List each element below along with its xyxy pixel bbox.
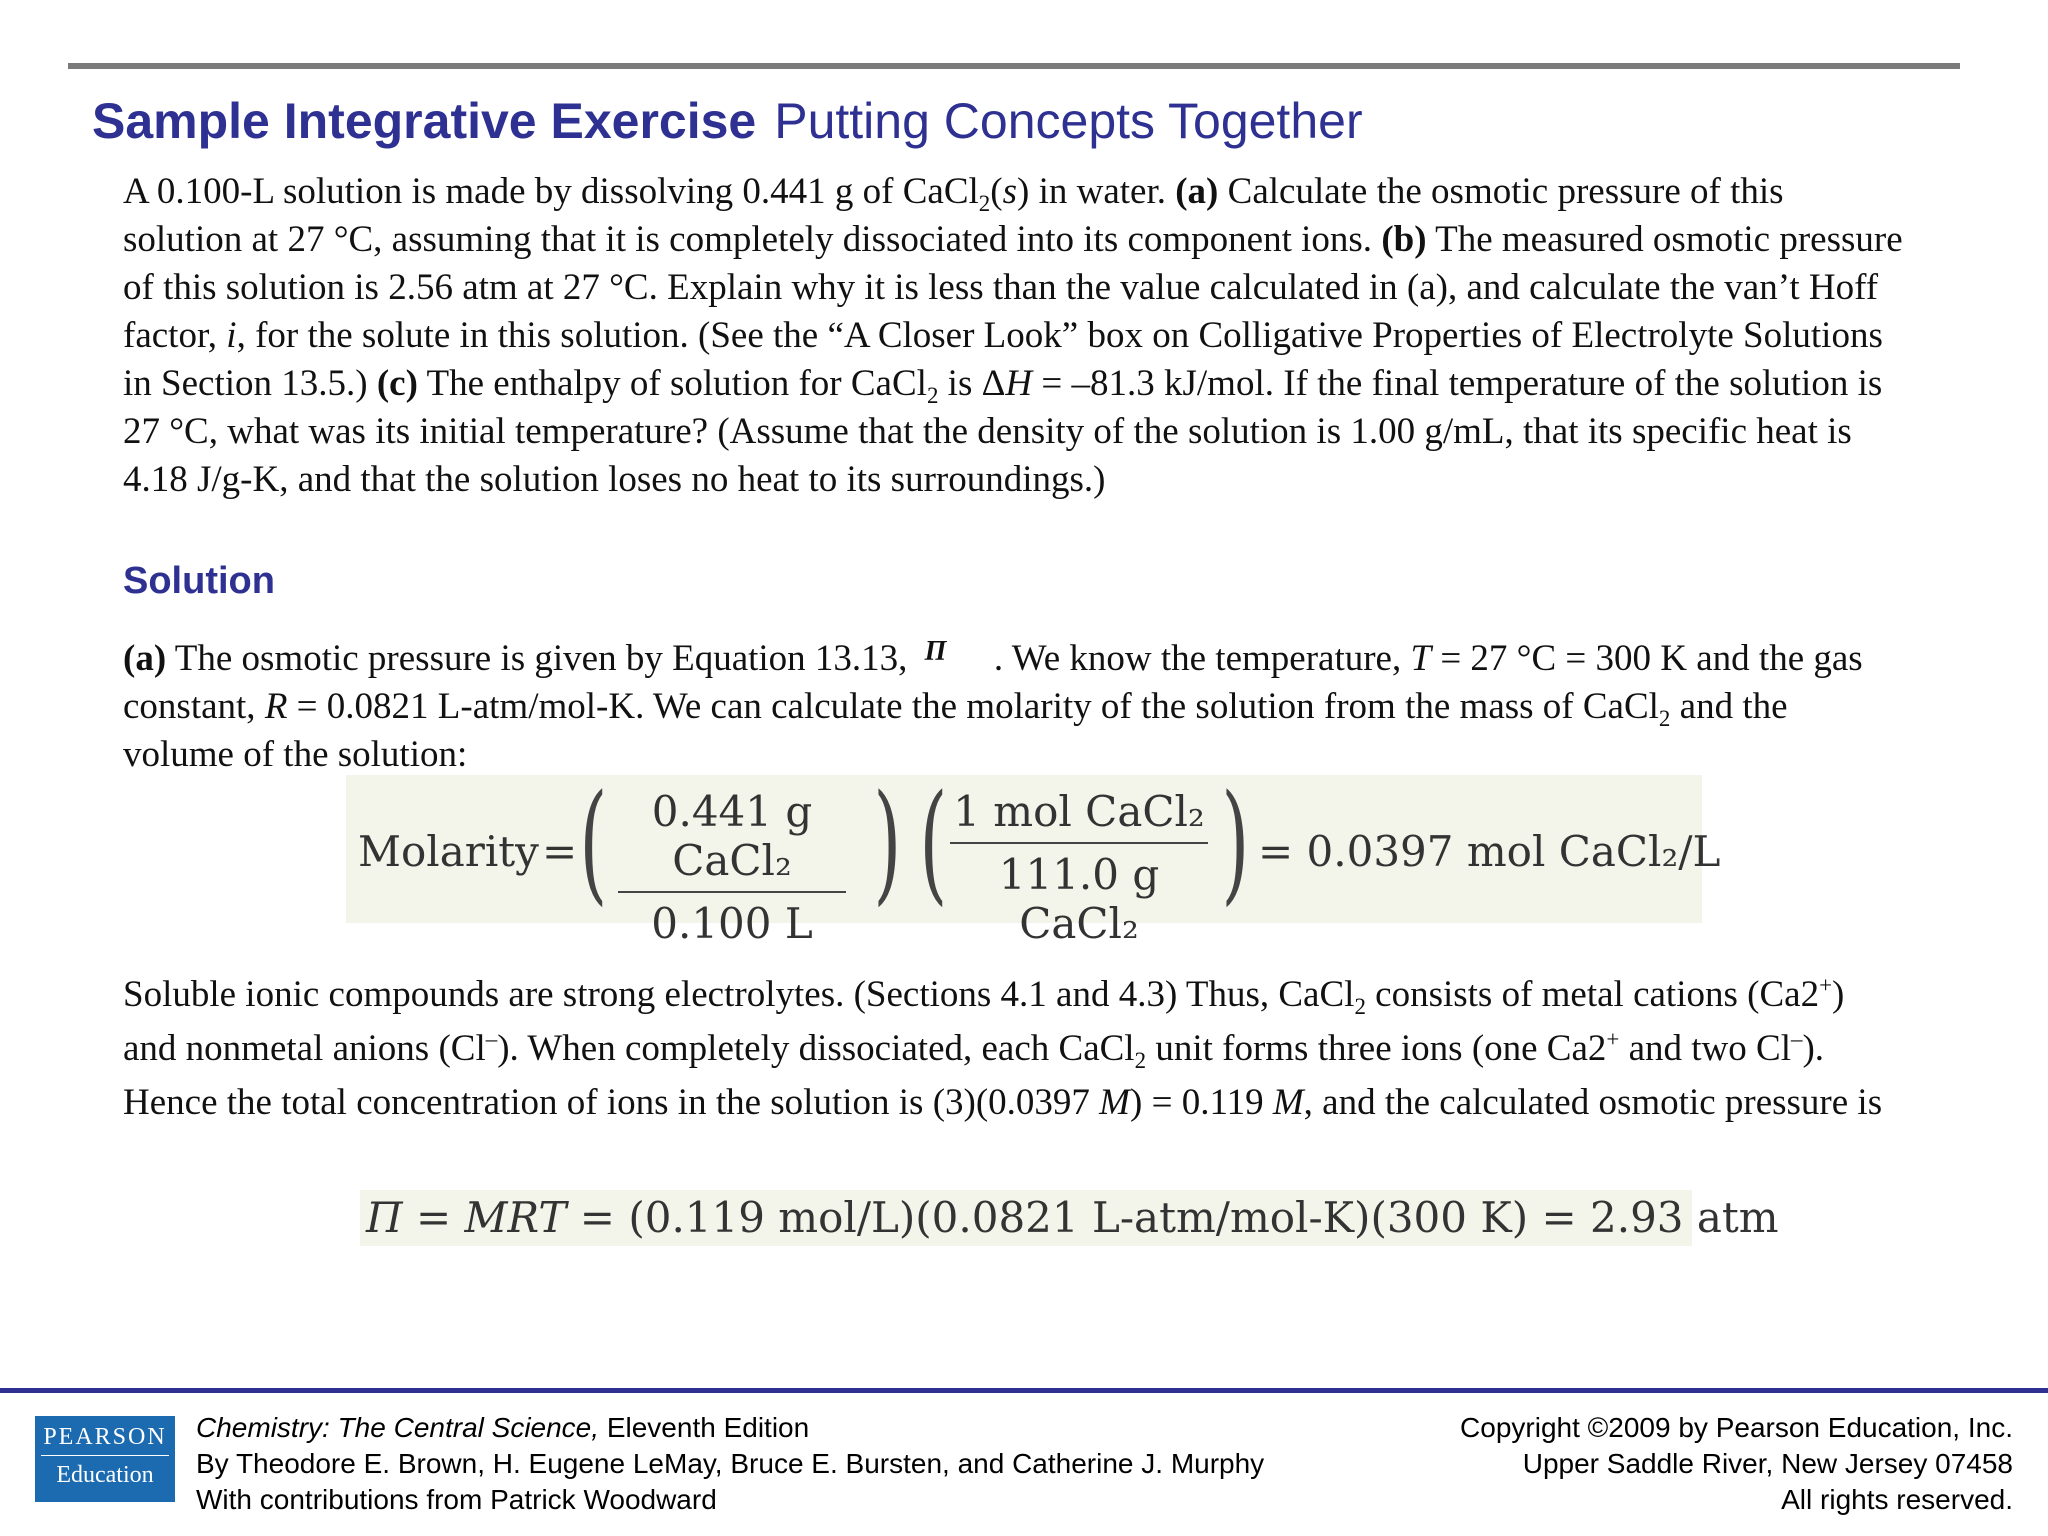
solution-part-a: (a) The osmotic pressure is given by Equation 13.13, Π . We know the temperature, T = 27 °C = 300 K and the gas constant, R = 0.0821 L-atm/mol-K. We can calculate the molarity of the solution from the mass of CaCl$_2$ and the volume of the solution: [123, 628, 1903, 779]
footer-rule [0, 1388, 2048, 1393]
pearson-logo [35, 1416, 175, 1502]
footer-copyright [1460, 1410, 2013, 1518]
fraction-numerator: 1 mol CaCl₂ [950, 787, 1208, 844]
equation-lhs: Π = MRT [366, 1193, 567, 1242]
pi-symbol: Π [924, 636, 947, 667]
logo-text-bottom: Education [56, 1462, 154, 1488]
right-paren: ) [1221, 766, 1250, 918]
copyright-line: Copyright ©2009 by Pearson Education, Inc. [1460, 1412, 2013, 1443]
fraction-molar-mass [950, 787, 1208, 948]
osmotic-pressure-equation [360, 1190, 1779, 1246]
equation-result: = 0.0397 mol CaCl₂/L [1258, 827, 1721, 876]
contributions-line: With contributions from Patrick Woodward [196, 1484, 717, 1515]
equals-sign: = [542, 827, 578, 876]
title-bold: Sample Integrative Exercise [92, 93, 757, 149]
fraction-denominator: 0.100 L [651, 899, 813, 948]
left-paren: ( [579, 766, 608, 918]
problem-statement: A 0.100-L solution is made by dissolving 0.441 g of CaCl$_2$(s) in water. (a) Calculate the osmotic pressure of this solution at 27 °C, assuming that it is completely dissociated into its component ions. (b) The measured osmotic pressure of this solution is 2.56 atm at 27 °C. Explain why it is less than the value calculated in (a), and calculate the van’t Hoff factor, i, for the solute in this solution. (See the “A Closer Look” box on Colligative Properties of Electrolyte Solutions in Section 13.5.) (c) The enthalpy of solution for CaCl$_2$ is ΔH = –81.3 kJ/mol. If the final temperature of the solution is 27 °C, what was its initial temperature? (Assume that the density of the solution is 1.00 g/mL, that its specific heat is 4.18 J/g-K, and that the solution loses no heat to its surroundings.) [123, 171, 1903, 500]
part-b-label: (b) [1381, 219, 1427, 260]
slide-title [92, 92, 1363, 150]
top-rule [68, 63, 1960, 69]
left-paren: ( [919, 766, 948, 918]
paragraph-ions: Soluble ionic compounds are strong electrolytes. (Sections 4.1 and 4.3) Thus, CaCl$_2$ consists of metal cations (Ca2+) and nonmetal anions (Cl–). When completely dissociated, each CaCl$_2$ unit forms three ions (one Ca2+ and two Cl–). Hence the total concentration of ions in the solution is (3)(0.0397 M) = 0.119 M, and the calculated osmotic pressure is [123, 972, 1883, 1123]
footer-citation [196, 1410, 1264, 1518]
book-title-line: Chemistry: The Central Science, Eleventh Edition [196, 1412, 810, 1443]
part-a-label: (a) [1175, 171, 1219, 212]
logo-text-top: PEARSON [41, 1416, 169, 1456]
fraction-denominator: 111.0 g CaCl₂ [998, 850, 1160, 948]
fraction-numerator: 0.441 g CaCl₂ [618, 787, 846, 893]
right-paren: ) [873, 766, 902, 918]
fraction-mass-volume [618, 787, 846, 948]
address-line: Upper Saddle River, New Jersey 07458 [1522, 1448, 2013, 1479]
molarity-equation [346, 766, 1721, 948]
solution-heading: Solution [123, 560, 275, 602]
equation-rhs: = (0.119 mol/L)(0.0821 L-atm/mol-K)(300 K) = 2.93 atm [566, 1193, 1779, 1242]
equation-lhs: Molarity [358, 827, 539, 876]
title-subtitle: Putting Concepts Together [774, 93, 1363, 149]
rights-line: All rights reserved. [1781, 1484, 2013, 1515]
authors-line: By Theodore E. Brown, H. Eugene LeMay, Bruce E. Bursten, and Catherine J. Murphy [196, 1448, 1265, 1479]
part-c-label: (c) [376, 363, 418, 404]
